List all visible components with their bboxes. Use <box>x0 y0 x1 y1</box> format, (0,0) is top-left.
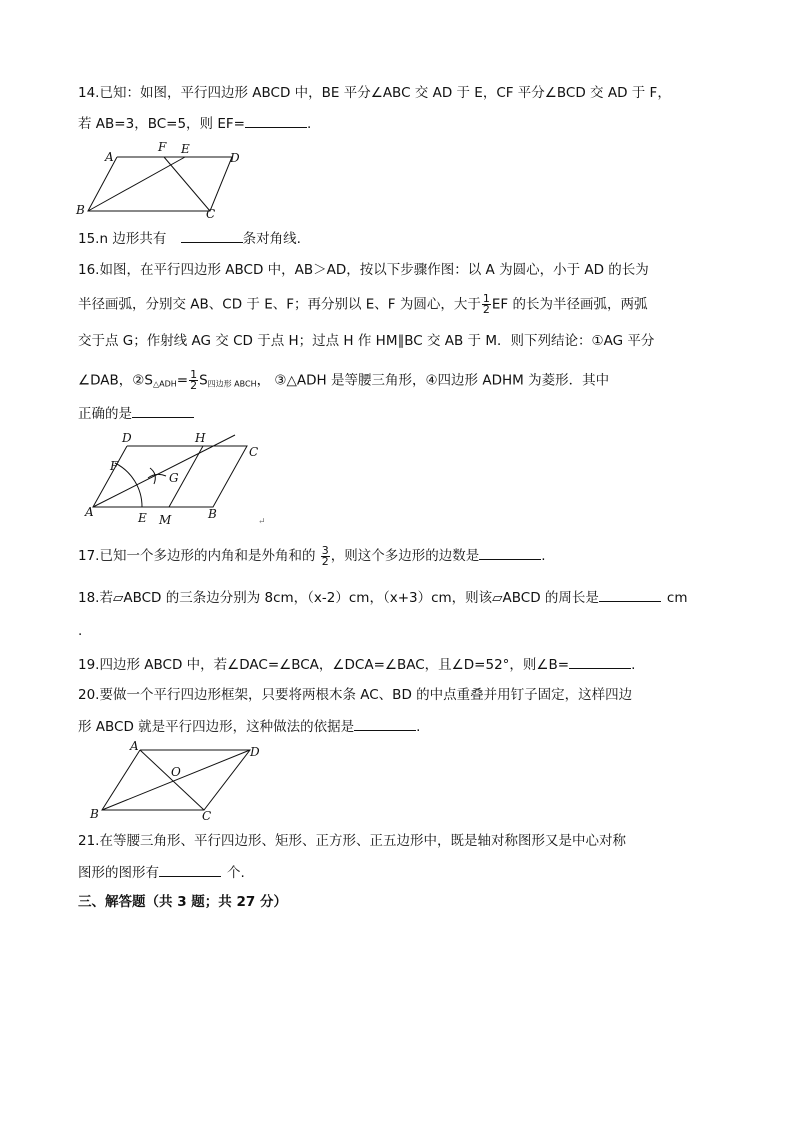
q20-label-D: D <box>250 745 260 759</box>
q20-line2-text: 形 ABCD 就是平行四边形，这种做法的依据是 <box>78 719 355 735</box>
q14-label-E: E <box>181 142 190 156</box>
q15-text: 15.n 边形共有 <box>78 231 167 247</box>
q16-line2 <box>78 294 647 315</box>
q21-line1: 21.在等腰三角形、平行四边形、矩形、正方形、正五边形中，既是轴对称图形又是中心对称 <box>78 833 626 849</box>
q20-diagonal-AC <box>140 750 204 810</box>
q17-line <box>78 545 546 567</box>
q18-answer-blank <box>599 587 661 602</box>
q16-sub-adh: △ADH <box>152 379 177 389</box>
q14-line2-text: 若 AB=3，BC=5，则 EF= <box>78 116 245 132</box>
q19-text: 19.四边形 ABCD 中，若∠DAC=∠BCA，∠DCA=∠BAC，且∠D=52°，则∠B= <box>78 657 570 673</box>
q16-label-H: H <box>195 431 206 445</box>
q16-figure <box>80 430 280 530</box>
q14-line2 <box>78 113 311 133</box>
q20-diagonal-BD <box>102 750 250 810</box>
q14-label-C: C <box>206 207 216 221</box>
q18-text: 18.若▱ABCD 的三条边分别为 8cm，（x-2）cm，（x+3）cm，则该▱ABCD 的周长是 <box>78 590 599 606</box>
q14-label-B: B <box>76 203 85 217</box>
q16-frac-den: 2 <box>482 303 490 316</box>
q18-line <box>78 587 688 607</box>
q20-label-A: A <box>130 739 139 753</box>
q20-answer-blank <box>354 716 416 731</box>
section-title: 三、解答题（共 3 题；共 27 分） <box>78 894 287 910</box>
q16-label-D: D <box>122 431 132 445</box>
q16-line4b: = <box>176 372 189 389</box>
q14-segment-CF <box>164 157 210 211</box>
q16-line4d: ， ③△ADH 是等腰三角形，④四边形 ADHM 为菱形．其中 <box>256 372 610 389</box>
q16-return-mark: ↵ <box>258 517 266 527</box>
q16-answer-blank <box>132 403 194 418</box>
q14-label-F: F <box>158 140 167 154</box>
q17-frac-den: 2 <box>321 554 329 568</box>
q20-end: . <box>416 719 421 735</box>
q16-fraction-half-2 <box>189 370 198 391</box>
q16-label-F: F <box>110 459 119 473</box>
q14-figure <box>72 138 252 222</box>
q16-line4 <box>78 370 609 394</box>
q17-answer-blank <box>479 545 541 560</box>
q19-line <box>78 654 635 674</box>
q16-line5-text: 正确的是 <box>78 406 132 422</box>
q21-answer-blank <box>159 862 221 877</box>
q18-unit: cm <box>666 590 688 606</box>
q16-label-E: E <box>138 511 147 525</box>
q14-label-D: D <box>230 151 240 165</box>
q17-after: ，则这个多边形的边数是 <box>330 548 480 564</box>
q16-label-A: A <box>85 505 94 519</box>
q17-end: . <box>541 548 546 564</box>
q16-frac2-num: 1 <box>190 368 198 381</box>
q18-dot: . <box>78 623 83 639</box>
q17-text: 17.已知一个多边形的内角和是外角和的 <box>78 548 316 564</box>
q16-line2a: 半径画弧，分别交 AB、CD 于 E、F；再分别以 E、F 为圆心，大于 <box>78 296 481 313</box>
q16-label-B: B <box>208 507 217 521</box>
q14-parallelogram <box>88 157 232 211</box>
q16-label-C: C <box>249 445 259 459</box>
q16-fraction-half <box>482 294 491 315</box>
q21-after: 个. <box>227 865 245 881</box>
q16-arc-EF <box>115 463 142 507</box>
q16-frac-num: 1 <box>482 292 490 305</box>
q16-line4c: S <box>199 372 208 389</box>
q16-frac2-den: 2 <box>190 379 198 392</box>
q20-label-O: O <box>171 765 181 779</box>
q14-label-A: A <box>105 150 114 164</box>
q14-end: . <box>306 116 312 132</box>
q16-line5 <box>78 403 194 423</box>
q16-line3: 交于点 G；作射线 AG 交 CD 于点 H；过点 H 作 HM∥BC 交 AB 于 M．则下列结论：①AG 平分 <box>78 333 655 349</box>
q16-label-G: G <box>169 471 179 485</box>
q17-frac-num: 3 <box>321 543 329 557</box>
q19-end: . <box>631 657 636 673</box>
q16-line4a: ∠DAB，②S <box>78 372 153 389</box>
q19-answer-blank <box>569 654 631 669</box>
q21-line2-text: 图形的图形有 <box>78 865 159 881</box>
q14-line1: 14.已知：如图，平行四边形 ABCD 中，BE 平分∠ABC 交 AD 于 E，CF 平分∠BCD 交 AD 于 F， <box>78 85 671 101</box>
q20-figure <box>86 736 276 824</box>
q20-label-B: B <box>90 807 99 821</box>
q16-sub-abch: 四边形 ABCH <box>207 379 257 389</box>
q15-after: 条对角线. <box>242 231 301 247</box>
q16-line2b: EF 的长为半径画弧，两弧 <box>491 296 648 313</box>
q16-label-M: M <box>159 513 172 527</box>
q21-line2 <box>78 862 245 882</box>
q17-fraction <box>321 543 330 568</box>
q20-label-C: C <box>202 809 212 823</box>
q14-answer-blank <box>245 113 307 128</box>
q15-line <box>78 228 301 248</box>
q16-line1: 16.如图，在平行四边形 ABCD 中，AB＞AD，按以下步骤作图：以 A 为圆心，小于 AD 的长为 <box>78 262 649 278</box>
q20-line1: 20.要做一个平行四边形框架，只要将两根木条 AC、BD 的中点重叠并用钉子固定，这样四边 <box>78 687 633 703</box>
q20-line2 <box>78 716 420 736</box>
q15-answer-blank <box>181 228 243 243</box>
